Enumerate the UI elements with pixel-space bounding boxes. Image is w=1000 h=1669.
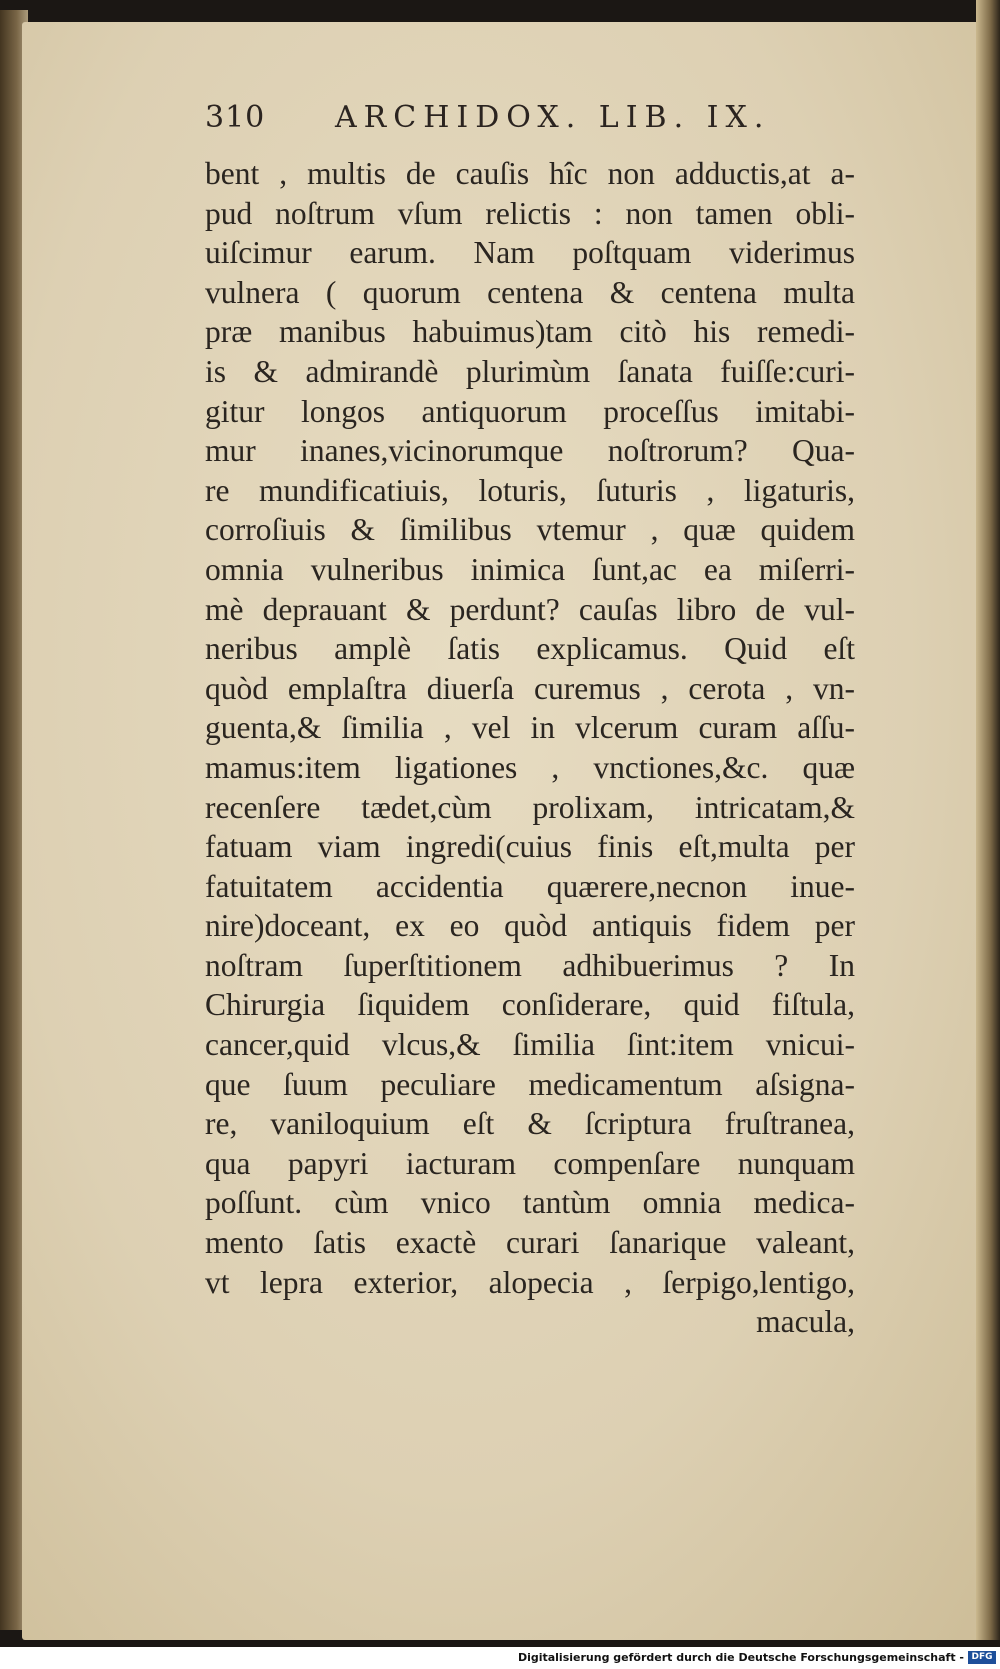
text-line: mento ſatis exactè curari ſanarique valeant,: [205, 1225, 855, 1261]
catchword: macula,: [756, 1304, 855, 1340]
text-line: bent , multis de cauſis hîc non adductis,at a-: [205, 156, 855, 191]
text-line: noſtram ſuperſtitionem adhibuerimus ? In: [205, 947, 855, 983]
text-line: mè deprauant & perdunt? cauſas libro de vul-: [205, 591, 855, 627]
text-line: poſſunt. cùm vnico tantùm omnia medica-: [205, 1185, 855, 1221]
text-line: mamus:item ligationes , vnctiones,&c. quæ: [205, 749, 855, 785]
funding-credit: Digitalisierung gefördert durch die Deutsche Forschungsgemeinschaft -: [517, 1651, 964, 1664]
text-line: vulnera ( quorum centena & centena multa: [205, 274, 855, 310]
text-line: neribus amplè ſatis explicamus. Quid eſt: [205, 631, 855, 667]
text-line: recenſere tædet,cùm prolixam, intricatam,&: [205, 789, 855, 825]
text-line: re mundificatiuis, loturis, ſuturis , ligaturis,: [205, 472, 855, 508]
text-line: pud noſtrum vſum relictis : non tamen obli-: [205, 195, 855, 231]
text-line: fatuam viam ingredi(cuius finis eſt,multa per: [205, 829, 855, 865]
text-line: uiſcimur earum. Nam poſtquam viderimus: [205, 235, 855, 271]
digitization-footer: [0, 1647, 1000, 1669]
text-line: quòd emplaſtra diuerſa curemus , cerota , vn-: [205, 670, 855, 706]
text-line: is & admirandè plurimùm ſanata fuiſſe:curi-: [205, 353, 855, 389]
text-line: qua papyri iacturam compenſare nunquam: [205, 1145, 855, 1181]
text-line: Chirurgia ſiquidem conſiderare, quid fiſtula,: [205, 987, 855, 1023]
page-number: 310: [205, 100, 266, 135]
text-line: corroſiuis & ſimilibus vtemur , quæ quidem: [205, 512, 855, 548]
text-line: mur inanes,vicinorumque noſtrorum? Qua-: [205, 433, 855, 469]
page-header: [205, 100, 825, 150]
text-line: præ manibus habuimus)tam citò his remedi-: [205, 314, 855, 350]
text-line: omnia vulneribus inimica ſunt,ac ea miſerri-: [205, 551, 855, 587]
page-stack-edge: [976, 0, 1000, 1640]
text-line: fatuitatem accidentia quærere,necnon inue-: [205, 868, 855, 904]
text-line: vt lepra exterior, alopecia , ſerpigo,lentigo,: [205, 1264, 855, 1300]
text-line: gitur longos antiquorum proceſſus imitabi-: [205, 393, 855, 429]
running-head: ARCHIDOX. LIB. IX.: [335, 100, 771, 135]
text-line: nire)doceant, ex eo quòd antiquis fidem per: [205, 908, 855, 944]
dfg-logo: DFG: [968, 1651, 996, 1664]
text-line: cancer,quid vlcus,& ſimilia ſint:item vnicui-: [205, 1027, 855, 1063]
text-line: que ſuum peculiare medicamentum aſsigna-: [205, 1066, 855, 1102]
text-line: re, vaniloquium eſt & ſcriptura fruſtranea,: [205, 1106, 855, 1142]
text-line: guenta,& ſimilia , vel in vlcerum curam aſſu-: [205, 710, 855, 746]
body-text: [205, 154, 855, 1342]
